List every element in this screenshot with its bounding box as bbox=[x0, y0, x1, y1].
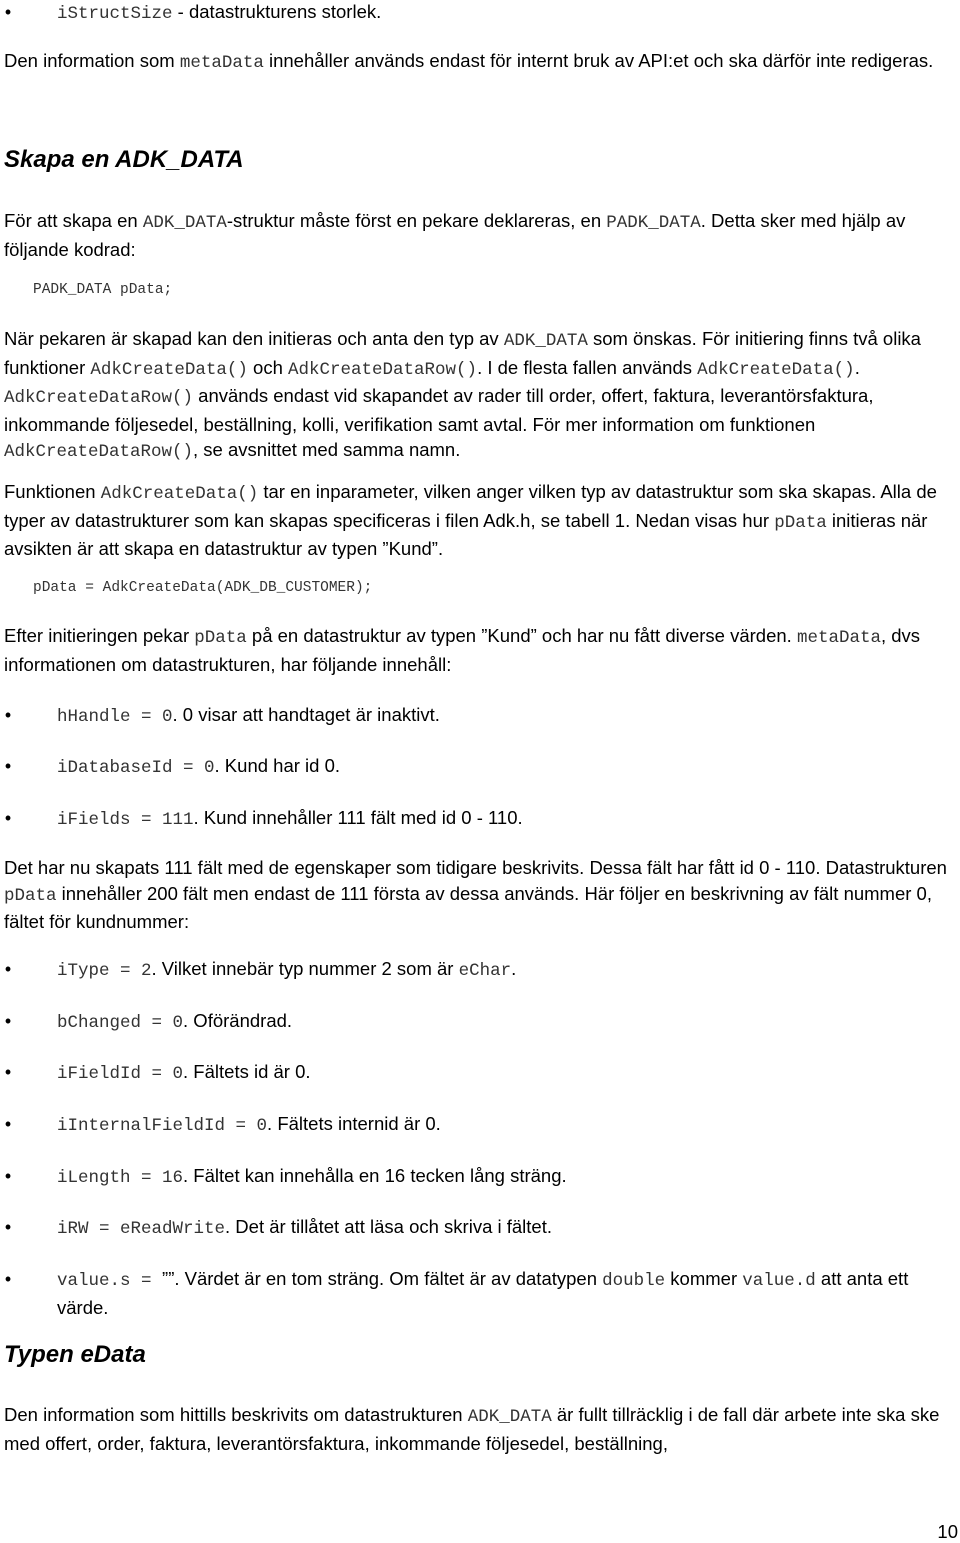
paragraph-after: Efter initieringen pekar pData på en datastruktur av typen ”Kund” och har nu fått diverse värden. metaData, dvs informationen om datastrukturen, har följande innehåll: bbox=[4, 625, 921, 675]
bullet-icon bbox=[4, 0, 12, 26]
code-text: iStructSize bbox=[57, 4, 173, 24]
list-item bbox=[4, 0, 956, 28]
list-item: • iRW = eReadWrite. Det är tillåtet att läsa och skriva i fältet. bbox=[4, 1214, 956, 1243]
list-item: • hHandle = 0. 0 visar att handtaget är inaktivt. bbox=[4, 702, 956, 731]
bullet-icon bbox=[4, 1163, 12, 1190]
paragraph-function: Funktionen AdkCreateData() tar en inparameter, vilken anger vilken typ av datastruktur som ska skapas. Alla de typer av datastrukturer som kan skapas specificeras i filen Adk.h, se tabell 1. Nedan visas hur pData initieras när avsikten är att skapa en datastruktur av typen ”Kund”. bbox=[4, 481, 937, 559]
bullet-icon bbox=[4, 1008, 12, 1035]
list-item: • bChanged = 0. Oförändrad. bbox=[4, 1008, 956, 1037]
page-number: 10 bbox=[937, 1521, 958, 1542]
bullet-icon bbox=[4, 753, 12, 780]
bullet-icon bbox=[4, 1214, 12, 1241]
list-item: • iDatabaseId = 0. Kund har id 0. bbox=[4, 753, 956, 782]
bullet-icon bbox=[4, 702, 12, 729]
bullet-icon bbox=[4, 1111, 12, 1138]
list-item: • iType = 2. Vilket innebär typ nummer 2 som är eChar. bbox=[4, 956, 956, 985]
list-item: • iFieldId = 0. Fältets id är 0. bbox=[4, 1059, 956, 1088]
list-item: • iLength = 16. Fältet kan innehålla en 16 tecken lång sträng. bbox=[4, 1163, 956, 1192]
paragraph-last: Den information som hittills beskrivits om datastrukturen ADK_DATA är fullt tillräcklig i de fall där arbete inte ska ske med offert, order, faktura, leverantörsfaktura, inkommande följesedel, beställning, bbox=[4, 1404, 940, 1454]
bullet-icon bbox=[4, 1266, 12, 1293]
paragraph-init: När pekaren är skapad kan den initieras och anta den typ av ADK_DATA som önskas. För initiering finns två olika funktioner AdkCreateData() och AdkCreateDataRow(). I de flesta fallen används AdkCreateData(). AdkCreateDataRow() används endast vid skapandet av rader till order, offert, faktura, leverantörsfaktura, inkommande följesedel, beställning, kolli, verifikation samt avtal. För mer information om funktionen AdkCreateDataRow(), se avsnittet med samma namn. bbox=[4, 328, 921, 462]
list-item: • value.s = ””. Värdet är en tom sträng. Om fältet är av datatypen double kommer value.d att anta ett värde. bbox=[4, 1266, 956, 1320]
paragraph-fields: Det har nu skapats 111 fält med de egenskaper som tidigare beskrivits. Dessa fält har fått id 0 - 110. Datastrukturen pData innehåller 200 fält men endast de 111 första av dessa används. Här följer en beskrivning av fält nummer 0, fältet för kundnummer: bbox=[4, 857, 947, 932]
bullet-icon bbox=[4, 956, 12, 983]
paragraph-create: För att skapa en ADK_DATA-struktur måste först en pekare deklareras, en PADK_DATA. Detta sker med hjälp av följande kodrad: bbox=[4, 210, 906, 260]
item-text: - datastrukturens storlek. bbox=[172, 1, 382, 22]
section-heading: Skapa en ADK_DATA bbox=[4, 146, 244, 173]
bullet-icon bbox=[4, 1059, 12, 1086]
code-line: pData = AdkCreateData(ADK_DB_CUSTOMER); bbox=[33, 580, 373, 596]
section-heading: Typen eData bbox=[4, 1341, 146, 1368]
bullet-icon bbox=[4, 805, 12, 832]
list-item: • iFields = 111. Kund innehåller 111 fält med id 0 - 110. bbox=[4, 805, 956, 834]
paragraph-metadata: Den information som metaData innehåller används endast för internt bruk av API:et och ska därför inte redigeras. bbox=[4, 50, 934, 73]
list-item: • iInternalFieldId = 0. Fältets internid är 0. bbox=[4, 1111, 956, 1140]
code-line: PADK_DATA pData; bbox=[33, 282, 173, 298]
